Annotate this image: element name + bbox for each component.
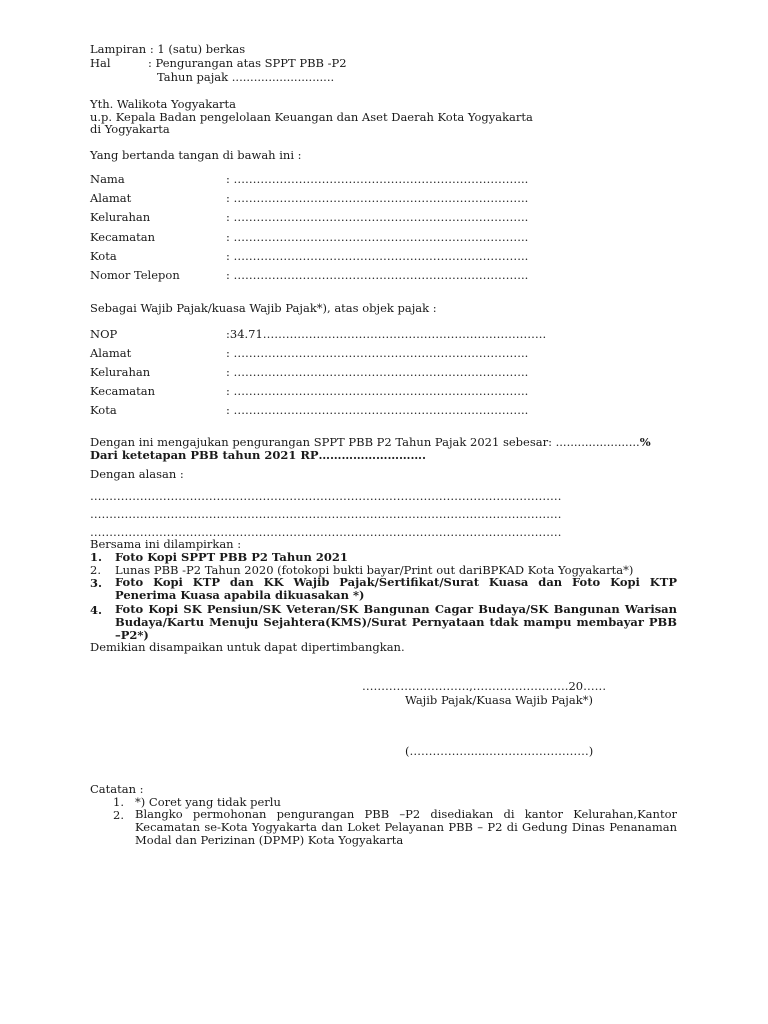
attachment-text-3: Foto Kopi KTP dan KK Wajib Pajak/Sertifikat/Surat Kuasa dan Foto Kopi KTP Penerima Kuasa apabila dikuasakan *) [115, 575, 677, 602]
object-value-kecamatan[interactable]: : ………………………………………………………………….. [226, 384, 529, 398]
field-value-kelurahan[interactable]: : ………………………………………………………………….. [226, 210, 529, 224]
notes-label: Catatan : [90, 782, 144, 796]
reason-line-3[interactable]: …………………………………………………………………………………………………………… [90, 525, 562, 539]
signer-role: Wajib Pajak/Kuasa Wajib Pajak*) [405, 693, 593, 707]
attachment-num-2: 2. [90, 563, 101, 577]
attachment-num-1: 1. [90, 550, 103, 564]
field-value-kecamatan[interactable]: : ………………………………………………………………….. [226, 230, 529, 244]
reason-line-2[interactable]: …………………………………………………………………………………………………………… [90, 507, 562, 521]
object-label-nop: NOP [90, 327, 118, 341]
closing-text: Demikian disampaikan untuk dapat dipertimbangkan. [90, 640, 405, 654]
signer-name-line[interactable]: (…………….....………………………) [405, 744, 594, 758]
request-text: Dengan ini mengajukan pengurangan SPPT PBB P2 Tahun Pajak 2021 sebesar: ....................... [90, 435, 640, 449]
attachments-label: Bersama ini dilampirkan : [90, 537, 242, 551]
tahun-pajak-line: Tahun pajak ............................ [157, 70, 335, 84]
percent-sign: % [639, 435, 651, 449]
field-label-kecamatan: Kecamatan [90, 230, 156, 244]
object-value-kelurahan[interactable]: : ………………………………………………………………….. [226, 365, 529, 379]
request-basis-line: Dari ketetapan PBB tahun 2021 RP………………………. [90, 448, 427, 462]
addressee-line-2: u.p. Kepala Badan pengelolaan Keuangan dan Aset Daerah Kota Yogyakarta [90, 110, 533, 124]
field-label-kota: Kota [90, 249, 117, 263]
object-intro-text: Sebagai Wajib Pajak/kuasa Wajib Pajak*), atas objek pajak : [90, 301, 437, 315]
attachment-num-4: 4. [90, 603, 103, 617]
field-value-kota[interactable]: : ………………………………………………………………….. [226, 249, 529, 263]
object-label-kelurahan: Kelurahan [90, 365, 151, 379]
field-label-nama: Nama [90, 172, 125, 186]
attachment-text-1: Foto Kopi SPPT PBB P2 Tahun 2021 [115, 550, 348, 564]
lampiran-line: Lampiran : 1 (satu) berkas [90, 42, 246, 56]
attachment-text-2: Lunas PBB -P2 Tahun 2020 (fotokopi bukti bayar/Print out dariBPKAD Kota Yogyakarta*) [115, 563, 634, 577]
addressee-line-3: di Yogyakarta [90, 122, 170, 136]
object-label-kecamatan: Kecamatan [90, 384, 156, 398]
attachment-text-4: Foto Kopi SK Pensiun/SK Veteran/SK Bangunan Cagar Budaya/SK Bangunan Warisan Budaya/Kartu Menuju Sejahtera(KMS)/Surat Pernyataan tdak mampu membayar PBB –P2*) [115, 602, 677, 642]
field-label-telepon: Nomor Telepon [90, 268, 180, 282]
hal-value: : Pengurangan atas SPPT PBB -P2 [148, 56, 347, 70]
object-label-alamat: Alamat [90, 346, 132, 360]
object-value-kota[interactable]: : ………………………………………………………………….. [226, 403, 529, 417]
addressee-line-1: Yth. Walikota Yogyakarta [90, 97, 237, 111]
field-label-alamat: Alamat [90, 191, 132, 205]
field-label-kelurahan: Kelurahan [90, 210, 151, 224]
intro-text: Yang bertanda tangan di bawah ini : [90, 148, 302, 162]
place-date-line[interactable]: ……………………….,…………………….20…… [362, 679, 607, 693]
object-value-nop[interactable]: :34.71……………………………………………………………….. [226, 327, 547, 341]
object-label-kota: Kota [90, 403, 117, 417]
note-text-1: *) Coret yang tidak perlu [135, 795, 281, 809]
field-value-telepon[interactable]: : ………………………………………………………………….. [226, 268, 529, 282]
reason-label: Dengan alasan : [90, 467, 184, 481]
hal-label: Hal [90, 56, 111, 70]
request-line [90, 435, 651, 449]
attachment-num-3: 3. [90, 576, 103, 590]
note-num-1: 1. [113, 795, 124, 809]
note-num-2: 2. [113, 808, 124, 822]
note-text-2: Blangko permohonan pengurangan PBB –P2 disediakan di kantor Kelurahan,Kantor Kecamatan se-Kota Yogyakarta dan Loket Pelayanan PBB – P2 di Gedung Dinas Penanaman Modal dan Perizinan (DPMP) Kota Yogyakarta [135, 807, 677, 847]
field-value-nama[interactable]: : ………………………………………………………………….. [226, 172, 529, 186]
object-value-alamat[interactable]: : ………………………………………………………………….. [226, 346, 529, 360]
reason-line-1[interactable]: …………………………………………………………………………………………………………… [90, 489, 562, 503]
field-value-alamat[interactable]: : ………………………………………………………………….. [226, 191, 529, 205]
